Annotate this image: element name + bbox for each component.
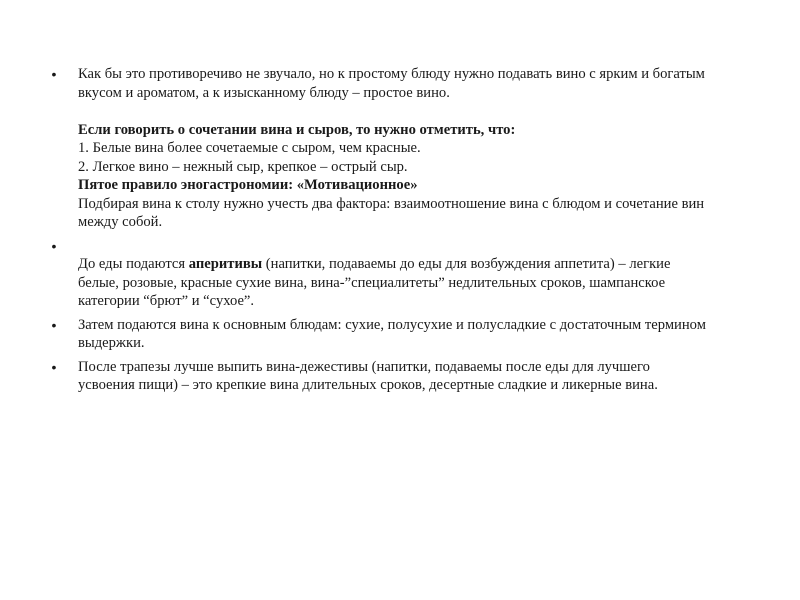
aperitif-intro: До еды подаются xyxy=(78,256,189,272)
paragraph-line: вкусом и ароматом, а к изысканному блюду – простое вино. xyxy=(78,84,450,101)
aperitif-line: белые, розовые, красные сухие вина, вина-”специалитеты” недлительных сроков, шампанское xyxy=(78,274,666,291)
bullet-item-aperitifs xyxy=(48,237,760,311)
digestif-line: После трапезы лучше выпить вина-дежестивы (напитки, подаваемы после еды для лучшего xyxy=(78,358,650,375)
bullet-item-main-course xyxy=(48,316,760,353)
bullet-item-digestifs xyxy=(48,358,760,395)
digestif-line: усвоения пищи) – это крепкие вина длительных сроков, десертные сладкие и ликерные вина. xyxy=(78,377,658,393)
paragraph-line: Как бы это противоречиво не звучало, но к простому блюду нужно подавать вино с ярким и богатым xyxy=(78,66,705,82)
rule-heading: Пятое правило эногастрономии: «Мотивационное» xyxy=(78,177,418,193)
main-course-line: выдержки. xyxy=(78,335,145,351)
rule-line: между собой. xyxy=(78,214,163,230)
bullet-item-serving-principle xyxy=(48,65,760,232)
bullet-marker: • xyxy=(51,237,57,254)
bullet-marker: • xyxy=(51,358,57,375)
main-course-line: Затем подаются вина к основным блюдам: сухие, полусухие и полусладкие с достаточным термином xyxy=(78,316,706,333)
text-body xyxy=(48,65,760,395)
bullet-marker: • xyxy=(51,66,57,82)
numbered-line: 1. Белые вина более сочетаемые с сыром, чем красные. xyxy=(78,140,421,156)
bullet-marker: • xyxy=(51,316,57,333)
numbered-line: 2. Легкое вино – нежный сыр, крепкое – острый сыр. xyxy=(78,158,408,175)
aperitif-rest: (напитки, подаваемы до еды для возбуждения аппетита) – легкие xyxy=(262,256,671,272)
aperitif-line: категории “брют” и “сухое”. xyxy=(78,293,255,309)
rule-line: Подбирая вина к столу нужно учесть два фактора: взаимоотношение вина с блюдом и сочетание вин xyxy=(78,195,705,212)
aperitif-term: аперитивы xyxy=(188,256,263,272)
blank-line xyxy=(78,237,760,256)
cheese-heading: Если говорить о сочетании вина и сыров, то нужно отметить, что: xyxy=(78,121,516,138)
aperitif-first-line xyxy=(78,255,760,274)
blank-line xyxy=(78,102,760,121)
